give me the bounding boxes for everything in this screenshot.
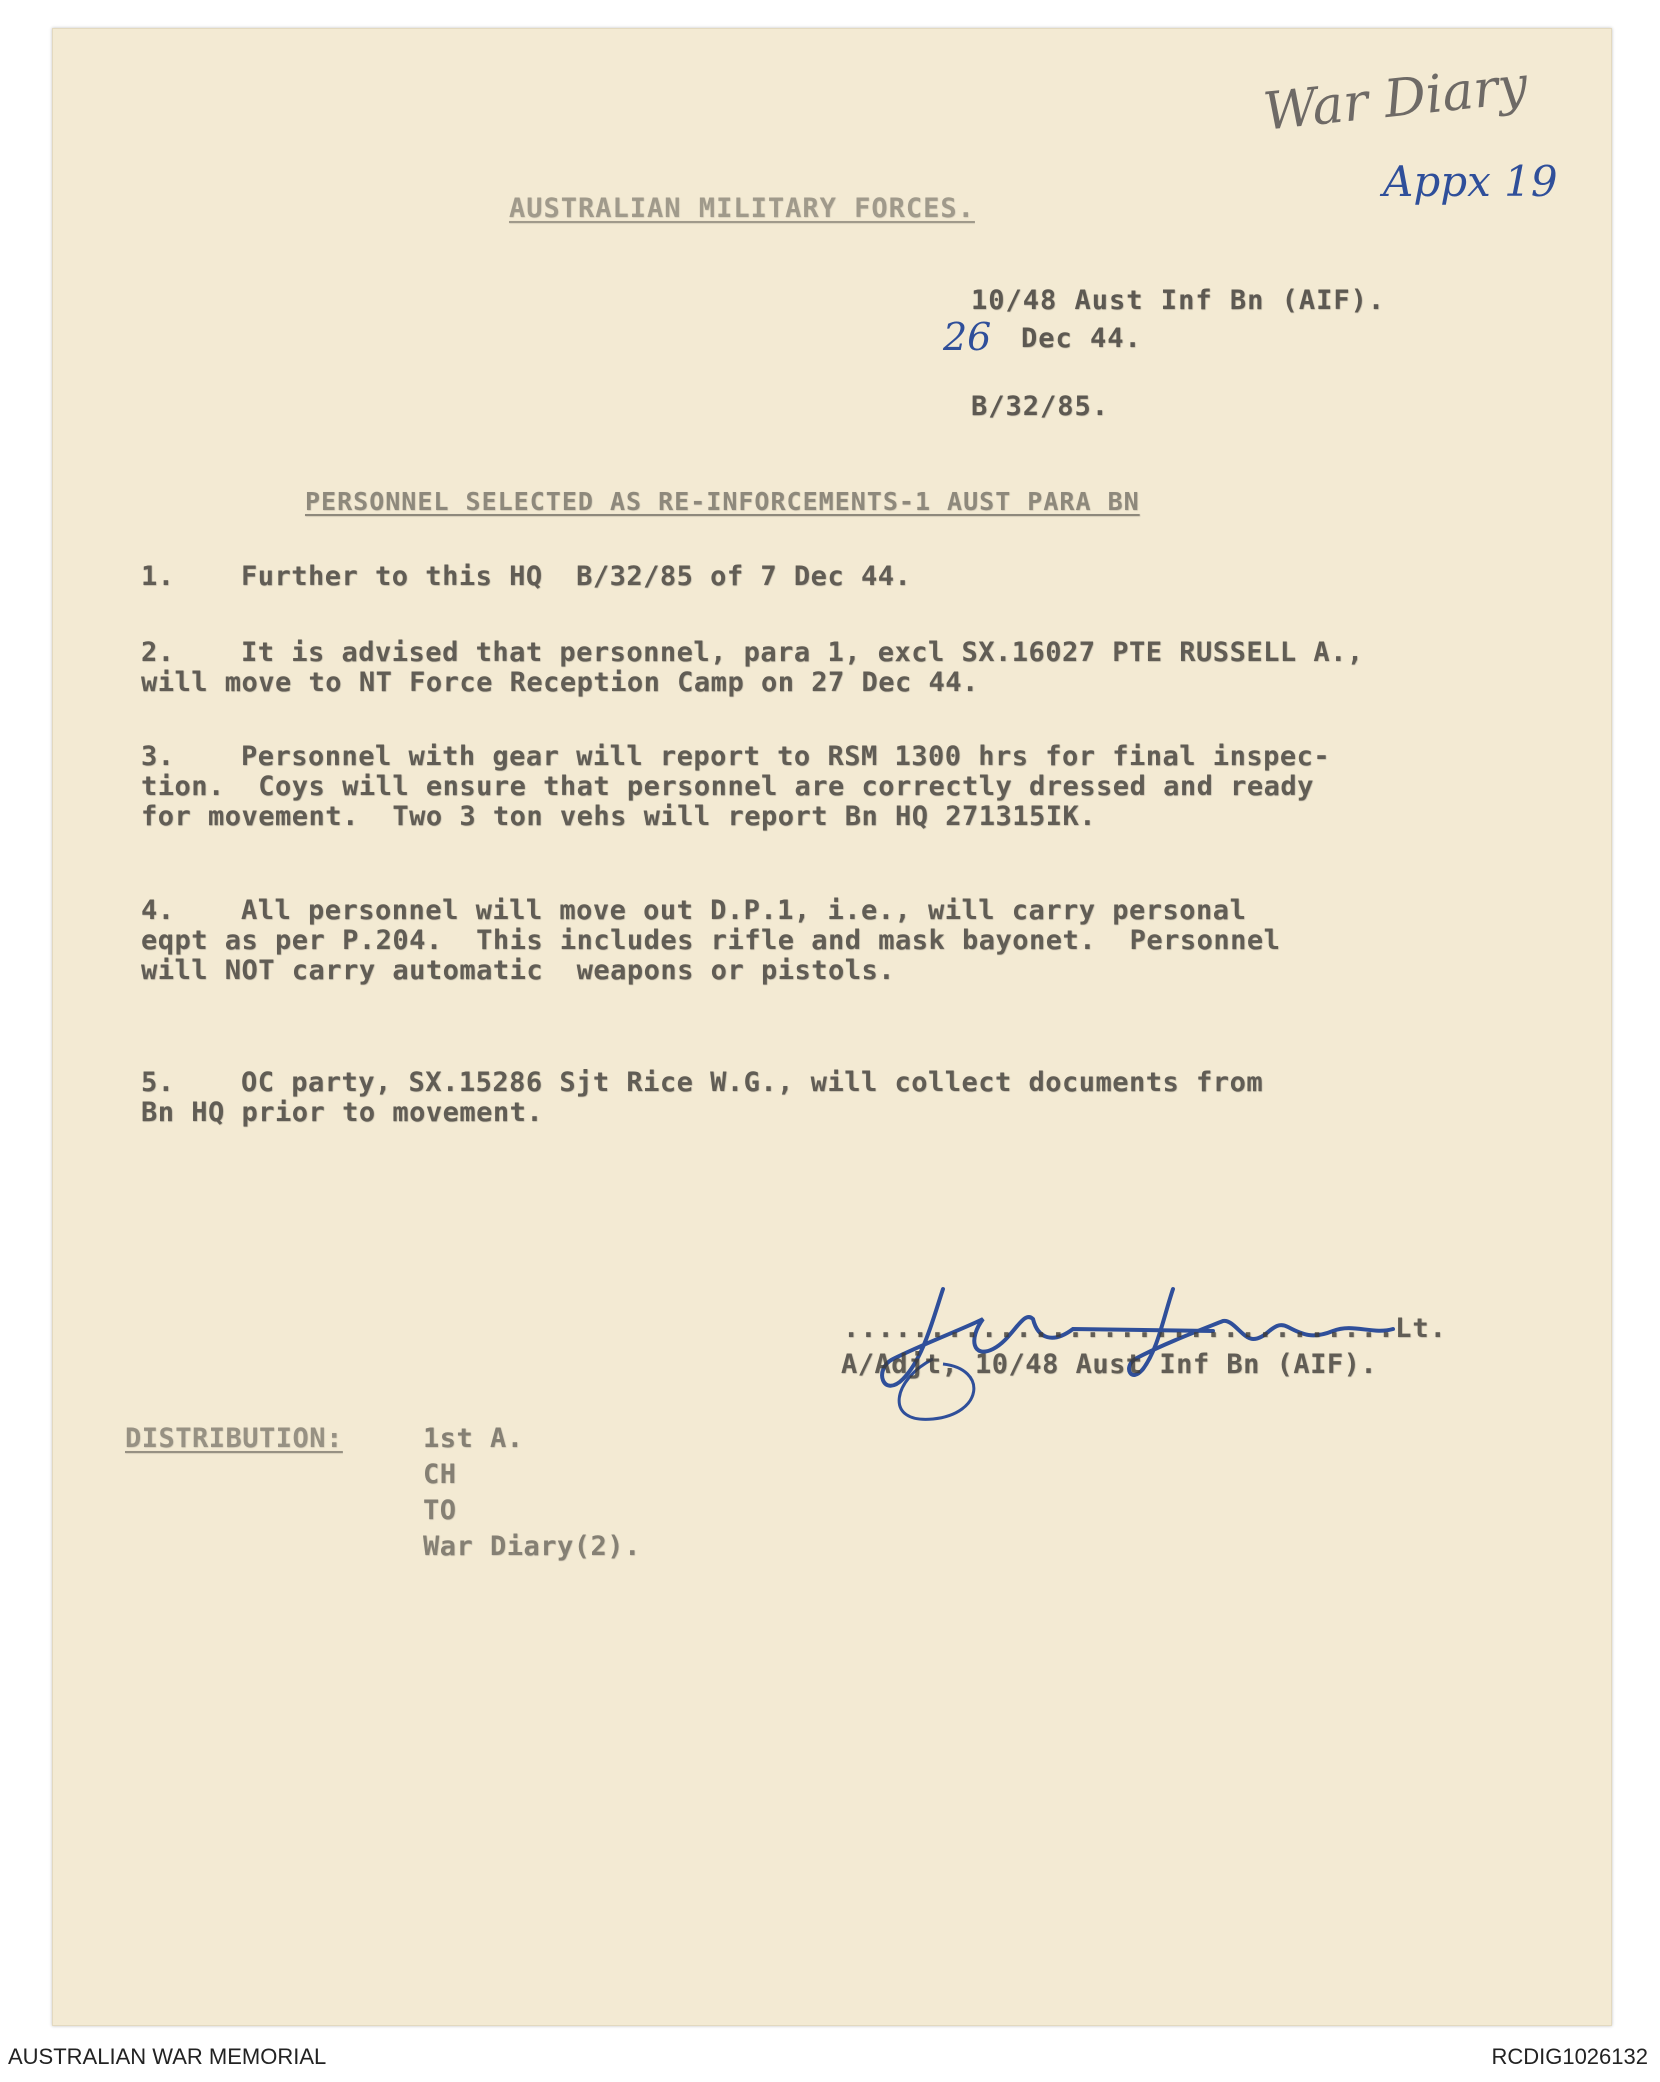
paragraph-5-line: OC party, SX.15286 Sjt Rice W.G., will collect documents from <box>241 1067 1264 1098</box>
distribution-item: 1st A. <box>423 1423 524 1454</box>
paragraph-3-line: for movement. Two 3 ton vehs will report Bn HQ 271315IK. <box>141 801 1097 832</box>
unit-reference: 10/48 Aust Inf Bn (AIF). <box>971 285 1386 316</box>
signature-title: A/Adjt, 10/48 Aust Inf Bn (AIF). <box>841 1349 1378 1380</box>
letterhead: AUSTRALIAN MILITARY FORCES. <box>509 193 975 224</box>
paragraph-number: 2. <box>141 637 175 668</box>
paragraph-number: 5. <box>141 1067 175 1098</box>
paragraph-1-line: Further to this HQ B/32/85 of 7 Dec 44. <box>241 561 912 592</box>
distribution-item: CH <box>423 1459 457 1490</box>
handwritten-date-day: 26 <box>943 315 992 359</box>
subject-heading: PERSONNEL SELECTED AS RE-INFORCEMENTS-1 AUST PARA BN <box>305 487 1140 516</box>
distribution-item: TO <box>423 1495 457 1526</box>
paragraph-2-line: will move to NT Force Reception Camp on 27 Dec 44. <box>141 667 979 698</box>
typed-date: Dec 44. <box>1021 323 1142 354</box>
paragraph-number: 1. <box>141 561 175 592</box>
paragraph-number: 4. <box>141 895 175 926</box>
paragraph-2-line: It is advised that personnel, para 1, excl SX.16027 PTE RUSSELL A., <box>241 637 1364 668</box>
paragraph-3-line: tion. Coys will ensure that personnel are correctly dressed and ready <box>141 771 1314 802</box>
document-page <box>52 28 1612 2026</box>
paragraph-5-line: Bn HQ prior to movement. <box>141 1097 544 1128</box>
paragraph-number: 3. <box>141 741 175 772</box>
signature-dots-line: ................................Lt. <box>843 1313 1447 1344</box>
paragraph-4-line: will NOT carry automatic weapons or pistols. <box>141 955 895 986</box>
paragraph-4-line: eqpt as per P.204. This includes rifle and mask bayonet. Personnel <box>141 925 1281 956</box>
footer-left: AUSTRALIAN WAR MEMORIAL <box>8 2044 327 2069</box>
distribution-label: DISTRIBUTION: <box>125 1423 343 1454</box>
distribution-item: War Diary(2). <box>423 1531 641 1562</box>
footer-right: RCDIG1026132 <box>1491 2044 1648 2069</box>
handwritten-title: War Diary <box>1260 55 1531 143</box>
paragraph-4-line: All personnel will move out D.P.1, i.e., will carry personal <box>241 895 1247 926</box>
paragraph-3-line: Personnel with gear will report to RSM 1300 hrs for final inspec- <box>241 741 1331 772</box>
file-reference: B/32/85. <box>971 391 1110 422</box>
handwritten-appendix: Appx 19 <box>1383 157 1558 206</box>
